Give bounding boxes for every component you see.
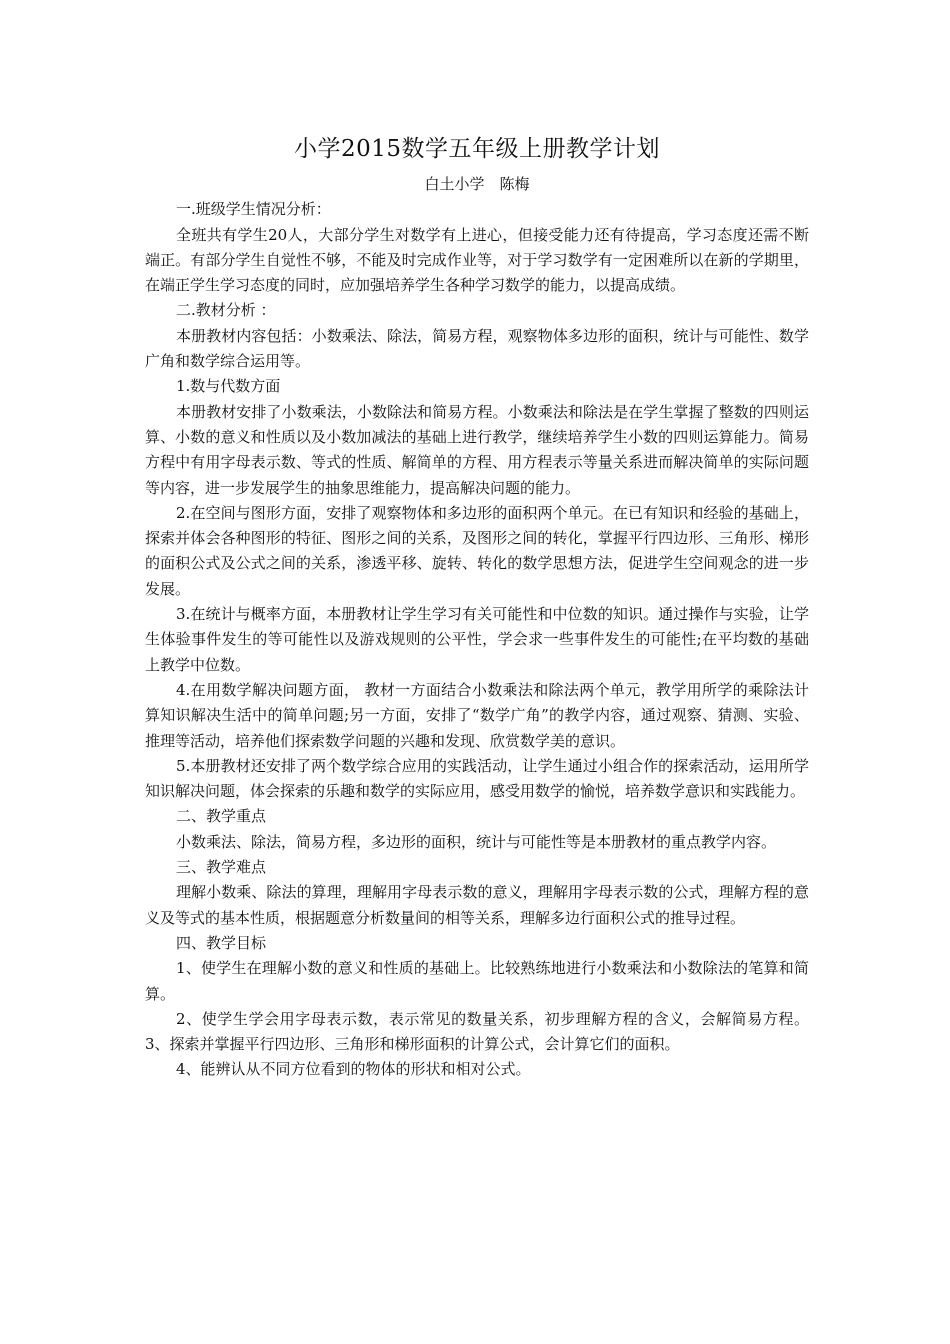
- section-heading-difficulties: 三、教学难点: [176, 858, 267, 877]
- paragraph-statistics-probability: 3.在统计与概率方面，本册教材让学生学习有关可能性和中位数的知识。通过操作与实验，让学生体验事件发生的等可能性以及游戏规则的公平性，学会求一些事件发生的可能性;在平均数的基础上教学中位数。: [145, 605, 809, 674]
- paragraph-class-analysis: 全班共有学生20人，大部分学生对数学有上进心，但接受能力还有待提高，学习态度还需不断端正。有部分学生自觉性不够，不能及时完成作业等，对于学习数学有一定困难所以在新的学期里，在端正学生学习态度的同时，应加强培养学生各种学习数学的能力，以提高成绩。: [145, 225, 809, 295]
- paragraph-space-geometry: 2.在空间与图形方面，安排了观察物体和多边形的面积两个单元。在已有知识和经验的基础上，探索并体会各种图形的特征、图形之间的关系，及图形之间的转化，掌握平行四边形、三角形、梯形的面积公式及公式之间的关系，渗透平移、旋转、转化的数学思想方法，促进学生空间观念的进一步发展。: [145, 503, 809, 598]
- section-heading-class-analysis: 一.班级学生情况分析：: [176, 200, 331, 219]
- section-heading-textbook-analysis: 二.教材分析 ：: [176, 301, 276, 320]
- paragraph-goal-1: 1、使学生在理解小数的意义和性质的基础上。比较熟练地进行小数乘法和小数除法的笔算和简算。: [145, 959, 809, 1003]
- section-heading-key-points: 二、教学重点: [176, 807, 267, 826]
- paragraph-difficulties: 理解小数乘、除法的算理，理解用字母表示数的意义，理解用字母表示数的公式，理解方程的意义及等式的基本性质，根据题意分析数量间的相等关系，理解多边行面积公式的推导过程。: [145, 883, 809, 927]
- document-title: 小学2015数学五年级上册教学计划: [293, 136, 661, 162]
- paragraph-practice-activities: 5.本册教材还安排了两个数学综合应用的实践活动，让学生通过小组合作的探索活动，运用所学知识解决问题，体会探索的乐趣和数学的实际应用，感受用数学的愉悦，培养数学意识和实践能力。: [145, 756, 809, 801]
- paragraph-goal-4: 4、能辨认从不同方位看到的物体的形状和相对公式。: [176, 1060, 531, 1079]
- paragraph-number-algebra: 本册教材安排了小数乘法，小数除法和简易方程。小数乘法和除法是在学生掌握了整数的四则运算、小数的意义和性质以及小数加减法的基础上进行教学，继续培养学生小数的四则运算能力。简易方程中有用字母表示数、等式的性质、解简单的方程、用方程表示等量关系进而解决简单的实际问题等内容，进一步发展学生的抽象思维能力，提高解决问题的能力。: [145, 402, 809, 497]
- paragraph-key-points: 小数乘法、除法，简易方程，多边形的面积，统计与可能性等是本册教材的重点教学内容。: [176, 832, 777, 851]
- document-author: 白土小学 陈梅: [424, 175, 530, 193]
- document-page: [145, 132, 809, 1083]
- paragraph-textbook-contents: 本册教材内容包括：小数乘法、除法，简易方程，观察物体多边形的面积，统计与可能性、数学广角和数学综合运用等。: [145, 326, 809, 371]
- section-heading-goals: 四、教学目标: [176, 933, 267, 952]
- subheading-number-algebra: 1.数与代数方面: [176, 377, 281, 396]
- paragraph-problem-solving: 4.在用数学解决问题方面， 教材一方面结合小数乘法和除法两个单元，教学用所学的乘除法计算知识解决生活中的简单问题;另一方面，安排了“数学广角”的教学内容，通过观察、猜测、实验、推理等活动，培养他们探索数学问题的兴趣和发现、欣赏数学美的意识。: [145, 680, 809, 750]
- paragraph-goal-2-3: 2、使学生学会用字母表示数，表示常见的数量关系，初步理解方程的含义，会解简易方程。3、探索并掌握平行四边形、三角形和梯形面积的计算公式，会计算它们的面积。: [145, 1009, 809, 1054]
